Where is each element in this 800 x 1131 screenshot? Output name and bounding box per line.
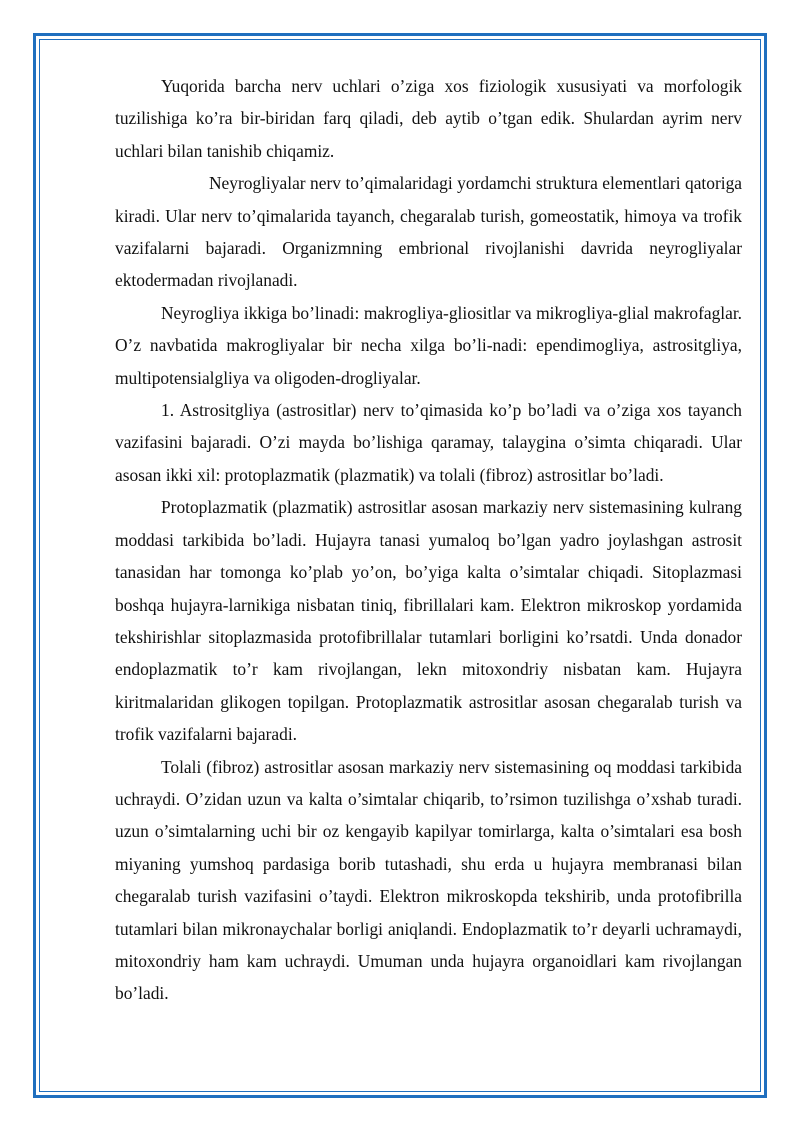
paragraph-neyrogliya-classification: Neyrogliya ikkiga bo’linadi: makrogliya-gliositlar va mikrogliya-glial makrofaglar. O’z navbatida makrogliyalar bir necha xilga bo’li-nadi: ependimogliya, astrositgliya, multipotensialgliya va oligoden-drogliyalar. — [115, 302, 742, 388]
paragraph-astrositgliya: 1. Astrositgliya (astrositlar) nerv to’qimasida ko’p bo’ladi va o’ziga xos tayanch vazifasini bajaradi. O’zi mayda bo’lishiga qaramay, talaygina o’simta chiqaradi. Ular asosan ikki xil: protoplazmatik (plazmatik) va tolali (fibroz) astrositlar bo’ladi. — [115, 400, 742, 485]
document-body — [115, 70, 742, 1010]
paragraph-protoplazmatik: Protoplazmatik (plazmatik) astrositlar asosan markaziy nerv sistemasining kulrang moddasi tarkibida bo’ladi. Hujayra tanasi yumaloq bo’lgan yadro joylashgan astrosit tanasidan har tomonga ko’plab yo’on, bo’yiga kalta o’simtalar chiqadi. Sitoplazmasi boshqa hujayra-larnikiga nisbatan tiniq, fibrillalari kam. Elektron mikroskop yordamida tekshirishlar sitoplazmasida protofibrillalar tutamlari borligini ko’rsatdi. Unda donador endoplazmatik to’r kam rivojlangan, lekn mitoxondriy nisbatan kam. Hujayra kiritmalaridan glikogen topilgan. Protoplazmatik astrositlar asosan chegaralab turish va trofik vazifalarni bajaradi. — [115, 497, 742, 745]
paragraph-intro: Yuqorida barcha nerv uchlari o’ziga xos fiziologik xususiyati va morfologik tuzilishiga ko’ra bir-biridan farq qiladi, deb aytib o’tgan edik. Shulardan ayrim nerv uchlari bilan tanishib chiqamiz. — [115, 76, 742, 161]
paragraph-tolali: Tolali (fibroz) astrositlar asosan markaziy nerv sistemasining oq moddasi tarkibida uchraydi. O’zidan uzun va kalta o’simtalar chiqarib, to’rsimon tuzilishga o’xshab turadi. uzun o’simtalarning uchi bir oz kengayib kapilyar tomirlarga, kalta o’simtalari esa bosh miyaning yumshoq pardasiga borib tutashadi, shu erda u hujayra membranasi bilan chegaralab turish vazifasini o’taydi. Elektron mikroskopda tekshirib, unda protofibrilla tutamlari bilan mikronaychalar borligi aniqlandi. Endoplazmatik to’r deyarli uchramaydi, mitoxondriy ham kam uchraydi. Umuman unda hujayra organoidlari kam rivojlangan bo’ladi. — [115, 756, 742, 1004]
paragraph-neyrogliyalar: Neyrogliyalar nerv to’qimalaridagi yordamchi struktura elementlari qatoriga kiradi. Ular nerv to’qimalarida tayanch, chegaralab turish, gomeostatik, himoya va trofik vazifalarni bajaradi. Organizmning embrional rivojlanishi davrida neyrogliyalar ektodermadan rivojlanadi. — [115, 173, 742, 291]
